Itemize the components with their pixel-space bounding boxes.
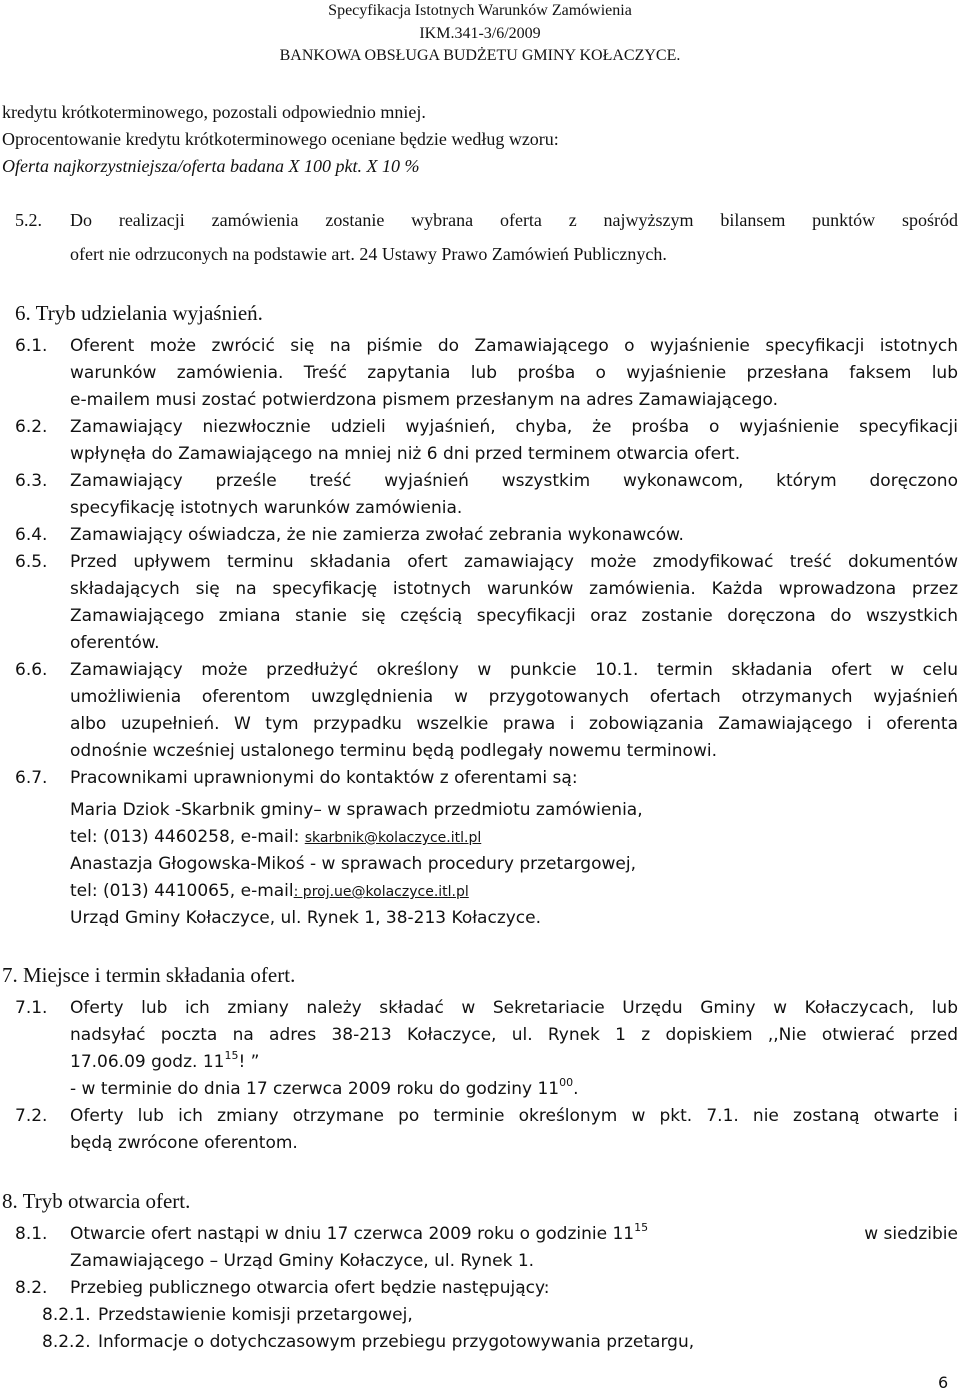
- paragraph-line: [70, 1078, 579, 1100]
- paragraph-line: Zamawiający może przedłużyć określony w punkcie 10.1. termin składania ofert w celu: [70, 660, 958, 680]
- paragraph-line: e-mailem musi zostać potwierdzona pismem przesłanym na adres Zamawiającego.: [70, 390, 779, 410]
- contact-line: Maria Dziok -Skarbnik gminy– w sprawach przedmiotu zamówienia,: [70, 800, 643, 820]
- doc-header-title: Specyfikacja Istotnych Warunków Zamówienia: [328, 2, 632, 19]
- section-number: 7.1.: [15, 998, 48, 1018]
- contact-phone: tel: (013) 4460258, e-mail:: [70, 827, 305, 847]
- intro-line: kredytu krótkoterminowego, pozostali odpowiednio mniej.: [2, 102, 426, 122]
- paragraph-line: odnośnie wcześniej ustalonego terminu będą podlegały nowemu terminowi.: [70, 741, 717, 761]
- paragraph-line: Przebieg publicznego otwarcia ofert będzie następujący:: [70, 1278, 550, 1298]
- paragraph-line: wpłynęła do Zamawiającego na mniej niż 6 dni przed terminem otwarcia ofert.: [70, 444, 741, 464]
- paragraph-line: Przed upływem terminu składania ofert zamawiający może zmodyfikować treść dokumentów: [70, 552, 958, 572]
- paragraph-line: warunków zamówienia. Treść zapytania lub prośba o wyjaśnienie przesłana faksem lub: [70, 363, 958, 383]
- section-number: 6.4.: [15, 525, 48, 545]
- section-number: 6.3.: [15, 471, 48, 491]
- subsection-number: 8.2.1.: [42, 1305, 91, 1325]
- paragraph-line: będą zwrócone oferentom.: [70, 1133, 298, 1153]
- time-superscript: 15: [634, 1221, 649, 1234]
- paragraph-line: nadsyłać poczta na adres 38-213 Kołaczyce, ul. Rynek 1 z dopiskiem ,,Nie otwierać przed: [70, 1025, 958, 1045]
- paragraph-text: ! ”: [238, 1052, 260, 1072]
- contact-phone: tel: (013) 4410065, e-mail: [70, 881, 294, 901]
- paragraph-line: Zamawiającego – Urząd Gminy Kołaczyce, ul. Rynek 1.: [70, 1251, 535, 1271]
- paragraph-line: umożliwienia oferentom uwzględnienia w przygotowanych ofertach otrzymanych wyjaśnień: [70, 687, 958, 707]
- contact-line: [70, 880, 469, 903]
- section-number: 7.2.: [15, 1106, 48, 1126]
- paragraph-line: Zamawiający oświadcza, że nie zamierza zwołać zebrania wykonawców.: [70, 525, 684, 545]
- list-item: Przedstawienie komisji przetargowej,: [98, 1305, 413, 1325]
- paragraph-line: składających się na specyfikację istotnych warunków zamówienia. Każda wprowadzona przez: [70, 579, 958, 599]
- subsection-number: 8.2.2.: [42, 1332, 91, 1352]
- paragraph-line: oferentów.: [70, 633, 160, 653]
- section-heading: 7. Miejsce i termin składania ofert.: [2, 963, 296, 987]
- intro-formula: Oferta najkorzystniejsza/oferta badana X 100 pkt. X 10 %: [2, 156, 420, 176]
- doc-header-reference: IKM.341-3/6/2009: [419, 25, 541, 42]
- paragraph-text: [70, 1223, 648, 1245]
- paragraph-line: ofert nie odrzuconych na podstawie art. 24 Ustawy Prawo Zamówień Publicznych.: [70, 244, 667, 264]
- paragraph-line: albo uzupełnień. W tym przypadku wszelkie prawa i zobowiązania Zamawiającego i oferenta: [70, 714, 958, 734]
- paragraph-line: Zamawiający prześle treść wyjaśnień wszystkim wykonawcom, którym doręczono: [70, 471, 958, 491]
- email-link[interactable]: : proj.ue@kolaczyce.itl.pl: [293, 884, 469, 900]
- time-superscript: 00: [559, 1076, 574, 1089]
- doc-header-subject: BANKOWA OBSŁUGA BUDŻETU GMINY KOŁACZYCE.: [279, 47, 681, 64]
- section-number: 6.5.: [15, 552, 48, 572]
- section-number: 6.1.: [15, 336, 48, 356]
- paragraph-line: Oferent może zwrócić się na piśmie do Zamawiającego o wyjaśnienie specyfikacji istotnych: [70, 336, 958, 356]
- contact-line: Anastazja Głogowska-Mikoś - w sprawach procedury przetargowej,: [70, 854, 636, 874]
- section-number: 8.2.: [15, 1278, 48, 1298]
- paragraph-line: Oferty lub ich zmiany otrzymane po terminie określonym w pkt. 7.1. nie zostaną otwarte i: [70, 1106, 958, 1126]
- section-number: 6.2.: [15, 417, 48, 437]
- paragraph-line: [70, 1051, 259, 1073]
- paragraph-text: w siedzibie: [864, 1224, 958, 1244]
- paragraph-line: Pracownikami uprawnionymi do kontaktów z oferentami są:: [70, 768, 578, 788]
- paragraph-line: [70, 1223, 958, 1245]
- section-number: 8.1.: [15, 1224, 48, 1244]
- paragraph-text: .: [573, 1079, 579, 1099]
- paragraph-line: Zamawiający niezwłocznie udzieli wyjaśnień, chyba, że prośba o wyjaśnienie specyfikacji: [70, 417, 958, 437]
- contact-line: Urząd Gminy Kołaczyce, ul. Rynek 1, 38-213 Kołaczyce.: [70, 908, 542, 928]
- paragraph-line: Do realizacji zamówienia zostanie wybrana oferta z najwyższym bilansem punktów spośród: [70, 210, 958, 230]
- intro-line: Oprocentowanie kredytu krótkoterminowego oceniane będzie według wzoru:: [2, 129, 559, 149]
- contact-line: [70, 826, 481, 849]
- time-superscript: 15: [224, 1049, 239, 1062]
- paragraph-line: Oferty lub ich zmiany należy składać w Sekretariacie Urzędu Gminy w Kołaczycach, lub: [70, 998, 958, 1018]
- section-number: 5.2.: [15, 210, 42, 230]
- section-number: 6.7.: [15, 768, 48, 788]
- section-heading: 6. Tryb udzielania wyjaśnień.: [15, 301, 263, 325]
- page-number: 6: [938, 1373, 949, 1392]
- section-number: 6.6.: [15, 660, 48, 680]
- paragraph-line: specyfikację istotnych warunków zamówienia.: [70, 498, 463, 518]
- email-link[interactable]: skarbnik@kolaczyce.itl.pl: [304, 830, 482, 846]
- paragraph-line: Zamawiającego zmiana stanie się częścią specyfikacji oraz zostanie doręczona do wszystkich: [70, 606, 958, 626]
- paragraph-text: - w terminie do dnia 17 czerwca 2009 roku do godziny 11: [70, 1079, 560, 1099]
- paragraph-text: Otwarcie ofert nastąpi w dniu 17 czerwca 2009 roku o godzinie 11: [70, 1224, 635, 1244]
- list-item: Informacje o dotychczasowym przebiegu przygotowywania przetargu,: [98, 1332, 695, 1352]
- section-heading: 8. Tryb otwarcia ofert.: [2, 1189, 191, 1213]
- paragraph-text: 17.06.09 godz. 11: [70, 1052, 225, 1072]
